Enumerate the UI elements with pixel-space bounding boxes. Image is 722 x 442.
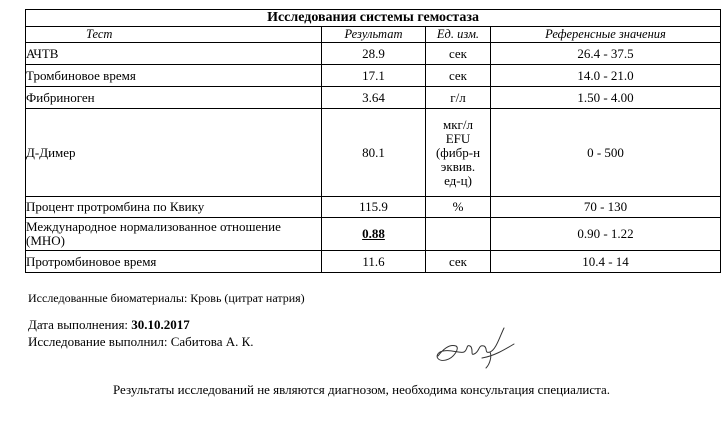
date-value: 30.10.2017 <box>131 317 190 332</box>
performer <box>28 334 254 350</box>
performer-name: Сабитова А. К. <box>170 334 254 349</box>
test-result: 3.64 <box>322 87 426 109</box>
performer-label: Исследование выполнил: <box>28 334 168 349</box>
test-reference: 26.4 - 37.5 <box>491 43 721 65</box>
column-header-result: Результат <box>322 27 426 43</box>
test-reference: 0 - 500 <box>491 109 721 197</box>
test-result: 11.6 <box>322 251 426 273</box>
test-name: Процент протромбина по Квику <box>26 197 322 218</box>
test-name-line: Международное нормализованное отношение <box>26 219 281 234</box>
test-result: 17.1 <box>322 65 426 87</box>
table-row-quick-prothrombin <box>26 197 721 218</box>
column-header-unit: Ед. изм. <box>426 27 491 43</box>
test-name: Тромбиновое время <box>26 65 322 87</box>
test-reference: 0.90 - 1.22 <box>491 218 721 251</box>
test-name-multiline <box>26 218 322 251</box>
test-name: Фибриноген <box>26 87 322 109</box>
table-row-d-dimer <box>26 109 721 197</box>
completion-date <box>28 317 190 333</box>
column-header-reference: Референсные значения <box>491 27 721 43</box>
disclaimer: Результаты исследований не являются диагнозом, необходима консультация специалиста. <box>113 382 611 397</box>
test-reference: 14.0 - 21.0 <box>491 65 721 87</box>
test-result-abnormal <box>322 218 426 251</box>
test-result: 28.9 <box>322 43 426 65</box>
unit-line: EFU <box>445 130 471 146</box>
test-unit: г/л <box>426 87 491 109</box>
unit-line: мкг/л <box>443 116 473 132</box>
report-title: Исследования системы гемостаза <box>26 10 721 27</box>
test-result: 80.1 <box>322 109 426 197</box>
test-unit: сек <box>426 251 491 273</box>
test-unit-multiline <box>426 109 491 197</box>
date-label: Дата выполнения: <box>28 317 129 332</box>
test-name: АЧТВ <box>26 43 322 65</box>
test-reference: 70 - 130 <box>491 197 721 218</box>
test-name: Протромбиновое время <box>26 251 322 273</box>
unit-line: ед-ц) <box>444 172 472 188</box>
test-name-line: (МНО) <box>26 233 65 248</box>
test-name: Д-Димер <box>26 109 322 197</box>
table-row-aptt <box>26 43 721 65</box>
table-row-thrombin-time <box>26 65 721 87</box>
results-table <box>25 9 721 273</box>
table-row-fibrinogen <box>26 87 721 109</box>
test-result: 115.9 <box>322 197 426 218</box>
table-row-prothrombin-time <box>26 251 721 273</box>
unit-line: (фибр-н <box>435 144 481 160</box>
test-unit: сек <box>426 43 491 65</box>
test-reference: 1.50 - 4.00 <box>491 87 721 109</box>
test-unit <box>426 218 491 251</box>
test-unit: сек <box>426 65 491 87</box>
biomaterial-note: Исследованные биоматериалы: Кровь (цитрат натрия) <box>28 291 305 305</box>
table-row-inr <box>26 218 721 251</box>
signature-image <box>430 322 522 370</box>
unit-line: эквив. <box>440 158 476 174</box>
abnormal-value: 0.88 <box>362 226 385 241</box>
test-unit: % <box>426 197 491 218</box>
test-reference: 10.4 - 14 <box>491 251 721 273</box>
column-header-test: Тест <box>26 27 322 43</box>
